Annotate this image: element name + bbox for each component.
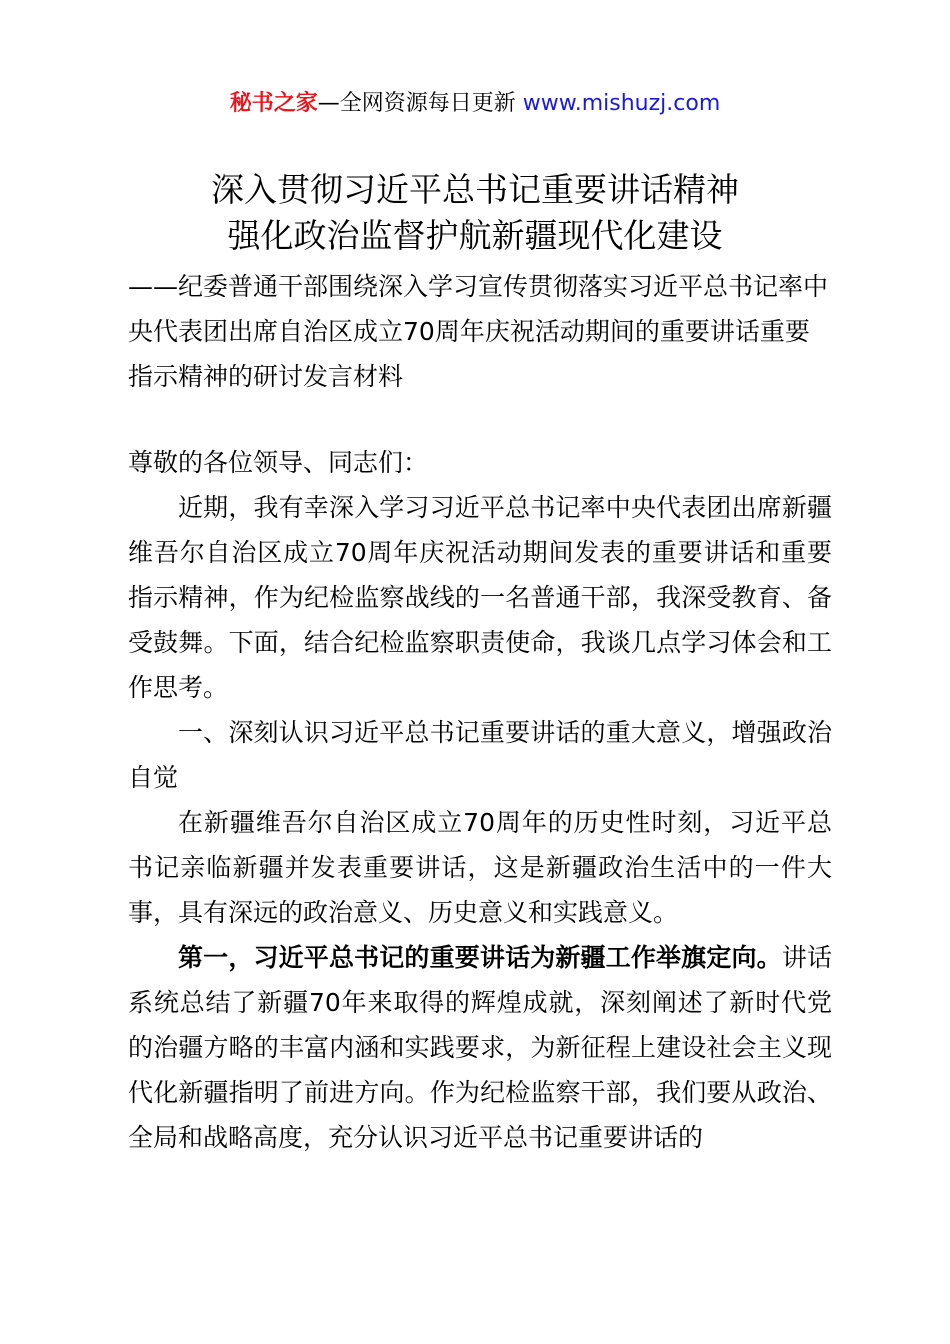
document-body [128,440,832,1160]
first-point-lead: 第一，习近平总书记的重要讲话为新疆工作举旗定向。 [178,943,782,972]
paragraph-first-point [128,935,832,1160]
site-url-link[interactable]: www.mishuzj.com [522,91,721,116]
subtitle: ——纪委普通干部围绕深入学习宣传贯彻落实习近平总书记率中央代表团出席自治区成立70周年庆祝活动期间的重要讲话重要指示精神的研讨发言材料 [128,272,829,391]
page-header [0,86,950,122]
title-line-1: 深入贯彻习近平总书记重要讲话精神 [211,170,739,209]
paragraph-significance: 在新疆维吾尔自治区成立70周年的历史性时刻，习近平总书记亲临新疆并发表重要讲话，这是新疆政治生活中的一件大事，具有深远的政治意义、历史意义和实践意义。 [128,808,832,927]
salutation: 尊敬的各位领导、同志们： [128,448,429,477]
brand-name: 秘书之家 [229,91,318,116]
first-point-text: 讲话系统总结了新疆70年来取得的辉煌成就，深刻阐述了新时代党的治疆方略的丰富内涵和实践要求，为新征程上建设社会主义现代化新疆指明了前进方向。作为纪检监察干部，我们要从政治、全局和战略高度，充分认识习近平总书记重要讲话的 [128,943,832,1152]
header-tagline: —全网资源每日更新 [317,91,523,116]
paragraph-intro: 近期，我有幸深入学习习近平总书记率中央代表团出席新疆维吾尔自治区成立70周年庆祝活动期间发表的重要讲话和重要指示精神，作为纪检监察战线的一名普通干部，我深受教育、备受鼓舞。下面，结合纪检监察职责使命，我谈几点学习体会和工作思考。 [128,493,832,702]
section-heading-1: 一、深刻认识习近平总书记重要讲话的重大意义，增强政治自觉 [128,718,832,792]
title-line-2: 强化政治监督护航新疆现代化建设 [227,216,723,255]
